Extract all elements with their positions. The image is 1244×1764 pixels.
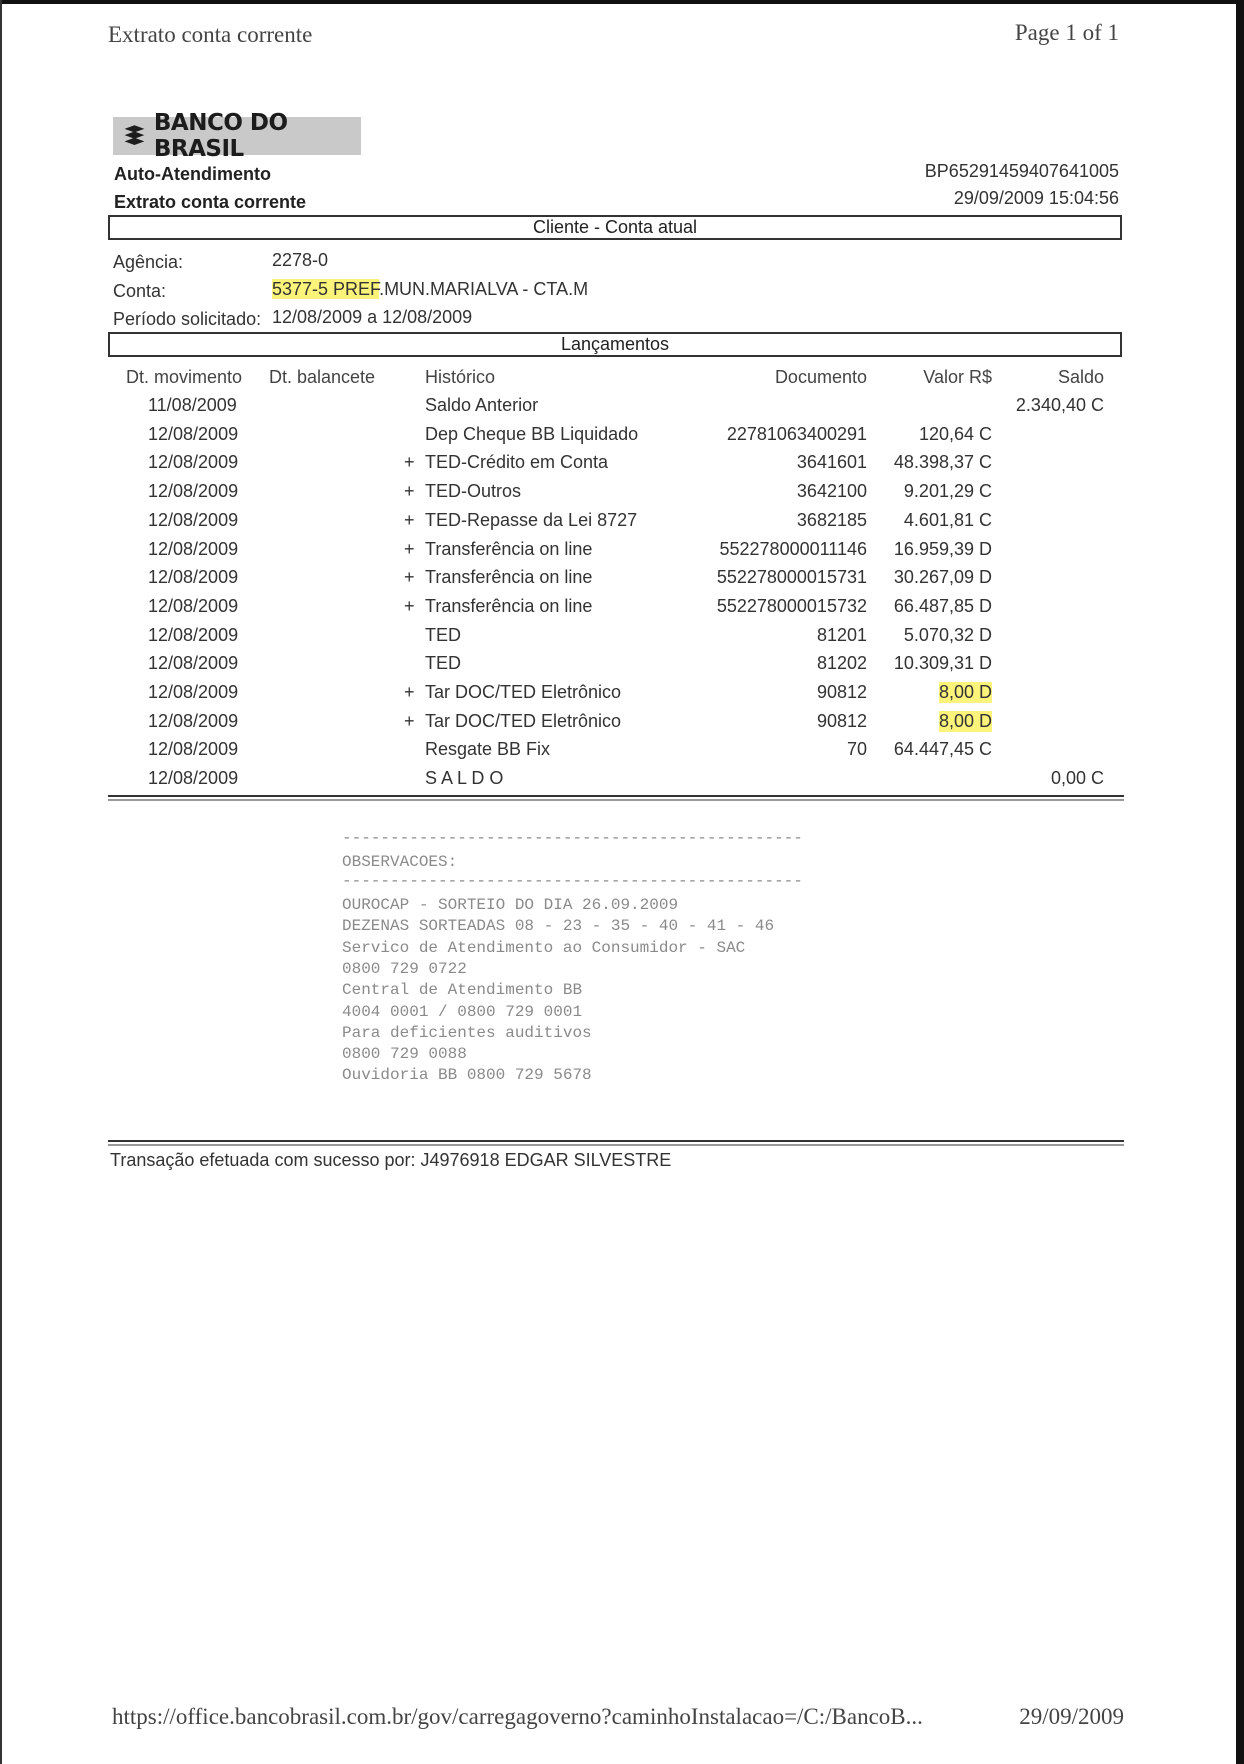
row-documento: 90812: [816, 682, 867, 702]
row-historico: TED-Outros: [425, 481, 522, 502]
row-date: 12/08/2009: [148, 452, 239, 473]
row-historico: TED: [425, 653, 461, 674]
row-documento: 3641601: [796, 452, 867, 473]
row-date: 12/08/2009: [148, 423, 239, 444]
lancamentos-section-bar: Lançamentos: [108, 332, 1122, 357]
row-documento: 3682185: [796, 509, 867, 530]
row-date: 12/08/2009: [148, 538, 239, 559]
row-valor: 66.487,85 D: [893, 595, 992, 616]
row-documento: 3642100: [796, 481, 867, 502]
document-datetime: 29/09/2009 15:04:56: [953, 188, 1119, 208]
observation-line: DEZENAS SORTEADAS 08 - 23 - 35 - 40 - 41 - 46: [342, 917, 775, 936]
table-row: [0, 481, 1244, 509]
conta-label: Conta:: [113, 281, 167, 301]
table-row: [0, 539, 1244, 567]
table-row: [0, 625, 1244, 653]
row-historico: TED-Repasse da Lei 8727: [425, 509, 638, 530]
row-plus-marker: +: [404, 682, 415, 702]
row-date: 12/08/2009: [148, 481, 239, 502]
table-row: [0, 711, 1244, 739]
agencia-value: 2278-0: [272, 250, 329, 270]
row-saldo: 2.340,40 C: [1015, 395, 1104, 415]
row-valor: 64.447,45 C: [893, 739, 992, 760]
row-date: 12/08/2009: [148, 653, 239, 674]
row-date: 12/08/2009: [148, 595, 239, 616]
row-date: 12/08/2009: [148, 768, 239, 789]
table-row: [0, 768, 1244, 796]
row-documento: 81202: [816, 653, 867, 674]
bank-logo: [113, 110, 361, 162]
row-historico: Transferência on line: [425, 567, 593, 588]
row-historico: Dep Cheque BB Liquidado: [425, 423, 639, 444]
conta-value-rest: .MUN.MARIALVA - CTA.M: [379, 279, 589, 299]
row-documento: 552278000011146: [719, 538, 867, 559]
row-documento: 552278000015731: [716, 567, 867, 588]
observation-line: Central de Atendimento BB: [342, 981, 583, 1000]
footer-rule: [108, 1140, 1124, 1146]
observations-title: OBSERVACOES:: [342, 853, 458, 871]
row-date: 12/08/2009: [148, 710, 239, 731]
scan-border-right: [1236, 0, 1244, 1764]
row-valor: 8,00 D: [938, 710, 992, 731]
table-row: [0, 424, 1244, 452]
row-documento: 90812: [816, 710, 867, 731]
row-plus-marker: +: [404, 452, 415, 473]
row-plus-marker: +: [404, 481, 415, 502]
observations-divider-bottom: ------------------------------------------------: [342, 872, 803, 890]
conta-value: [272, 279, 588, 300]
row-historico: Transferência on line: [425, 538, 593, 559]
row-plus-marker: +: [404, 538, 415, 559]
column-dt-balancete: Dt. balancete: [269, 367, 376, 387]
row-historico: Tar DOC/TED Eletrônico: [425, 682, 622, 702]
row-documento: 22781063400291: [726, 423, 867, 444]
periodo-label: Período solicitado:: [113, 309, 262, 329]
scan-border-top: [0, 0, 1244, 4]
bank-logo-text: BANCO DO BRASIL: [153, 110, 288, 162]
scan-border-left: [0, 0, 2, 1764]
row-valor: 10.309,31 D: [893, 653, 992, 674]
observations-divider-top: ------------------------------------------------: [342, 829, 803, 847]
transaction-status: Transação efetuada com sucesso por: J4976918 EDGAR SILVESTRE: [110, 1150, 672, 1170]
row-saldo: 0,00 C: [1050, 768, 1104, 789]
observation-line: OUROCAP - SORTEIO DO DIA 26.09.2009: [342, 896, 679, 914]
row-date: 12/08/2009: [148, 567, 239, 588]
observation-line: Para deficientes auditivos: [342, 1023, 592, 1042]
row-plus-marker: +: [404, 595, 415, 616]
row-date: 12/08/2009: [148, 682, 239, 702]
observation-line: 0800 729 0088: [342, 1045, 467, 1064]
row-valor: 5.070,32 D: [903, 624, 992, 645]
observation-line: 0800 729 0722: [342, 959, 467, 978]
row-valor: 16.959,39 D: [893, 538, 992, 559]
column-valor: Valor R$: [923, 367, 992, 387]
page-number: Page 1 of 1: [1014, 20, 1119, 45]
print-url: https://office.bancobrasil.com.br/gov/carregagoverno?caminhoInstalacao=/C:/BancoB...: [112, 1704, 923, 1729]
row-historico: Transferência on line: [425, 595, 593, 616]
row-documento: 552278000015732: [716, 595, 867, 616]
header-document-type: Extrato conta corrente: [114, 192, 307, 212]
observation-line: 4004 0001 / 0800 729 0001: [342, 1002, 583, 1021]
observation-line: Ouvidoria BB 0800 729 5678: [342, 1066, 592, 1085]
table-row: [0, 452, 1244, 480]
row-valor: 4.601,81 C: [903, 509, 992, 530]
row-valor: 8,00 D: [938, 682, 992, 702]
column-saldo: Saldo: [1057, 367, 1104, 387]
row-valor: 48.398,37 C: [893, 452, 992, 473]
row-documento: 81201: [816, 624, 867, 645]
document-code: BP65291459407641005: [924, 161, 1119, 181]
table-row: [0, 510, 1244, 538]
row-documento: 70: [846, 739, 867, 760]
observation-line: Servico de Atendimento ao Consumidor - SAC: [342, 938, 746, 957]
row-historico: TED-Crédito em Conta: [425, 452, 609, 473]
browser-page-title: Extrato conta corrente: [108, 22, 313, 47]
table-row: [0, 653, 1244, 681]
row-valor: 9.201,29 C: [903, 481, 992, 502]
column-historico: Histórico: [425, 367, 496, 387]
header-service: Auto-Atendimento: [114, 164, 271, 184]
table-row: [0, 395, 1244, 423]
row-plus-marker: +: [404, 509, 415, 530]
column-dt-movimento: Dt. movimento: [126, 367, 243, 387]
client-section-bar: Cliente - Conta atual: [108, 215, 1122, 240]
row-valor: 30.267,09 D: [893, 567, 992, 588]
bank-logo-icon: [121, 122, 148, 150]
row-date: 12/08/2009: [148, 739, 239, 760]
row-date: 11/08/2009: [148, 395, 237, 415]
conta-value-highlighted: 5377-5 PREF: [272, 279, 380, 299]
table-bottom-rule: [108, 795, 1124, 801]
print-date: 29/09/2009: [1019, 1704, 1124, 1729]
table-row: [0, 739, 1244, 767]
table-row: [0, 596, 1244, 624]
column-documento: Documento: [774, 367, 867, 387]
row-valor: 120,64 C: [918, 423, 992, 444]
row-historico: S A L D O: [425, 768, 504, 789]
row-historico: Resgate BB Fix: [425, 739, 551, 760]
row-date: 12/08/2009: [148, 509, 239, 530]
table-row: [0, 682, 1244, 710]
table-row: [0, 567, 1244, 595]
row-plus-marker: +: [404, 710, 415, 731]
row-historico: Tar DOC/TED Eletrônico: [425, 710, 622, 731]
row-date: 12/08/2009: [148, 624, 239, 645]
row-historico: TED: [425, 624, 461, 645]
periodo-value: 12/08/2009 a 12/08/2009: [272, 307, 473, 327]
row-plus-marker: +: [404, 567, 415, 588]
row-historico: Saldo Anterior: [425, 395, 539, 415]
agencia-label: Agência:: [113, 252, 184, 272]
